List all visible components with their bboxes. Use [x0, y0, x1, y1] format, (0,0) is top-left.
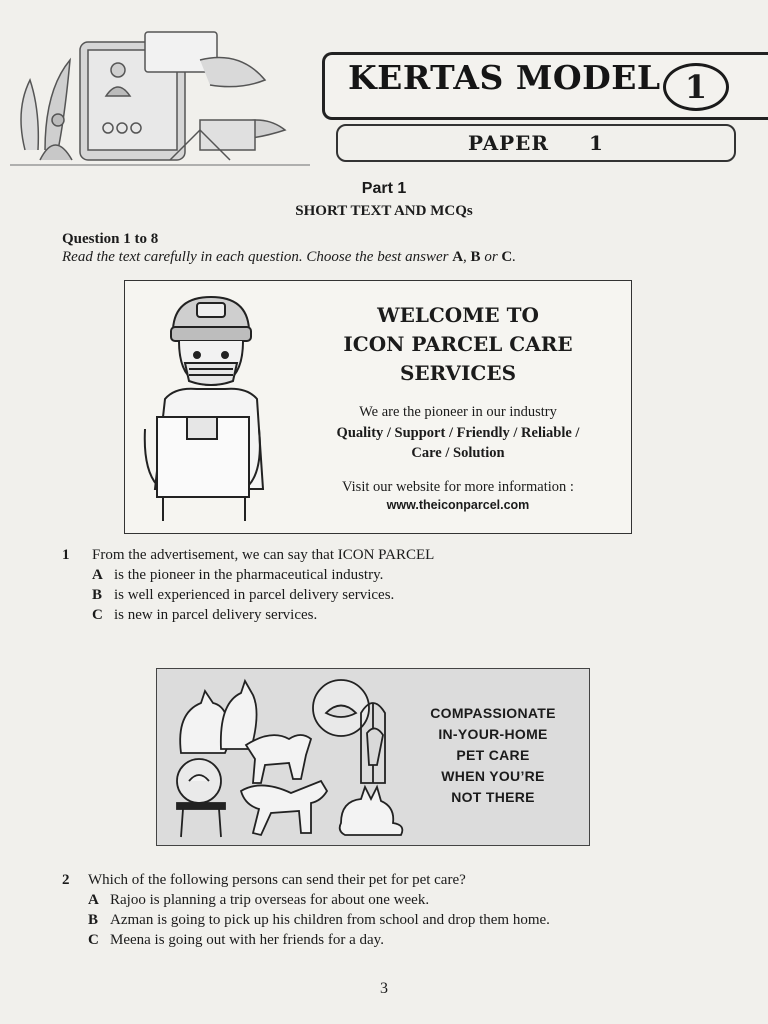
instruction — [62, 249, 516, 266]
option-text: is well experienced in parcel delivery services. — [114, 587, 395, 603]
instruction-letter-c: C — [501, 249, 513, 265]
option-letter: C — [88, 932, 99, 948]
question-1-option-a[interactable] — [92, 567, 383, 584]
pet-care-slogan-line-2: IN-YOUR-HOME — [438, 726, 548, 742]
pet-care-slogan-line-5: NOT THERE — [451, 789, 535, 805]
option-letter: A — [88, 892, 99, 908]
option-letter: A — [92, 567, 103, 583]
option-letter: B — [88, 912, 99, 928]
header-illustration — [10, 20, 320, 170]
instruction-text: Read the text carefully in each question. Choose the best answer — [62, 249, 449, 265]
instruction-end: . — [512, 249, 516, 265]
part-subtitle: SHORT TEXT AND MCQs — [295, 203, 473, 219]
ad-heading-line-2: ICON PARCEL CARE — [343, 332, 573, 356]
pet-care-slogan — [413, 703, 573, 808]
option-text: Meena is going out with her friends for a day. — [110, 932, 384, 948]
paper-title: KERTAS MODEL — [348, 58, 661, 97]
ad-heading — [293, 301, 623, 388]
ad-pioneer-text: We are the pioneer in our industry — [359, 404, 557, 420]
option-text: Azman is going to pick up his children from school and drop them home. — [110, 912, 550, 928]
question-range: Question 1 to 8 — [62, 231, 159, 247]
question-2-option-a[interactable] — [88, 892, 429, 909]
courier-illustration — [135, 289, 270, 524]
question-1-stem: From the advertisement, we can say that ICON PARCEL — [92, 547, 435, 563]
instruction-letter-b: B — [470, 249, 481, 265]
paper-label: PAPER — [468, 131, 550, 155]
pets-illustration — [161, 673, 411, 841]
paper-label-box — [336, 124, 736, 162]
ad-heading-line-1: WELCOME TO — [377, 303, 539, 327]
ad-values-line-1: Quality / Support / Friendly / Reliable / — [336, 425, 580, 441]
ad-values-line-2: Care / Solution — [411, 445, 505, 461]
question-1-option-c[interactable] — [92, 607, 317, 624]
option-letter: B — [92, 587, 103, 603]
option-text: is new in parcel delivery services. — [114, 607, 318, 623]
ad-visit-text: Visit our website for more information : — [342, 479, 574, 495]
instruction-or: or — [484, 249, 498, 265]
ad-values — [293, 423, 623, 463]
parcel-advertisement — [124, 280, 632, 534]
option-letter: C — [92, 607, 103, 623]
pet-care-slogan-line-1: COMPASSIONATE — [430, 705, 556, 721]
question-2-number: 2 — [62, 872, 70, 888]
ad-heading-line-3: SERVICES — [399, 361, 517, 385]
page-number: 3 — [380, 980, 388, 997]
question-2-stem: Which of the following persons can send their pet for pet care? — [88, 872, 466, 888]
question-1-number: 1 — [62, 547, 70, 563]
pet-care-advertisement — [156, 668, 590, 846]
pet-care-slogan-line-3: PET CARE — [456, 747, 530, 763]
instruction-letter-a: A — [452, 249, 464, 265]
option-text: is the pioneer in the pharmaceutical industry. — [114, 567, 384, 583]
paper-number-badge: 1 — [663, 63, 729, 111]
instruction-comma: , — [463, 249, 467, 265]
option-text: Rajoo is planning a trip overseas for about one week. — [110, 892, 430, 908]
ad-website-url: www.theiconparcel.com — [386, 498, 530, 512]
question-1-option-b[interactable] — [92, 587, 394, 604]
pet-care-slogan-line-4: WHEN YOU’RE — [441, 768, 545, 784]
question-2-option-b[interactable] — [88, 912, 550, 929]
paper-number: 1 — [589, 131, 604, 155]
question-2-option-c[interactable] — [88, 932, 384, 949]
part-title: Part 1 — [361, 180, 407, 197]
